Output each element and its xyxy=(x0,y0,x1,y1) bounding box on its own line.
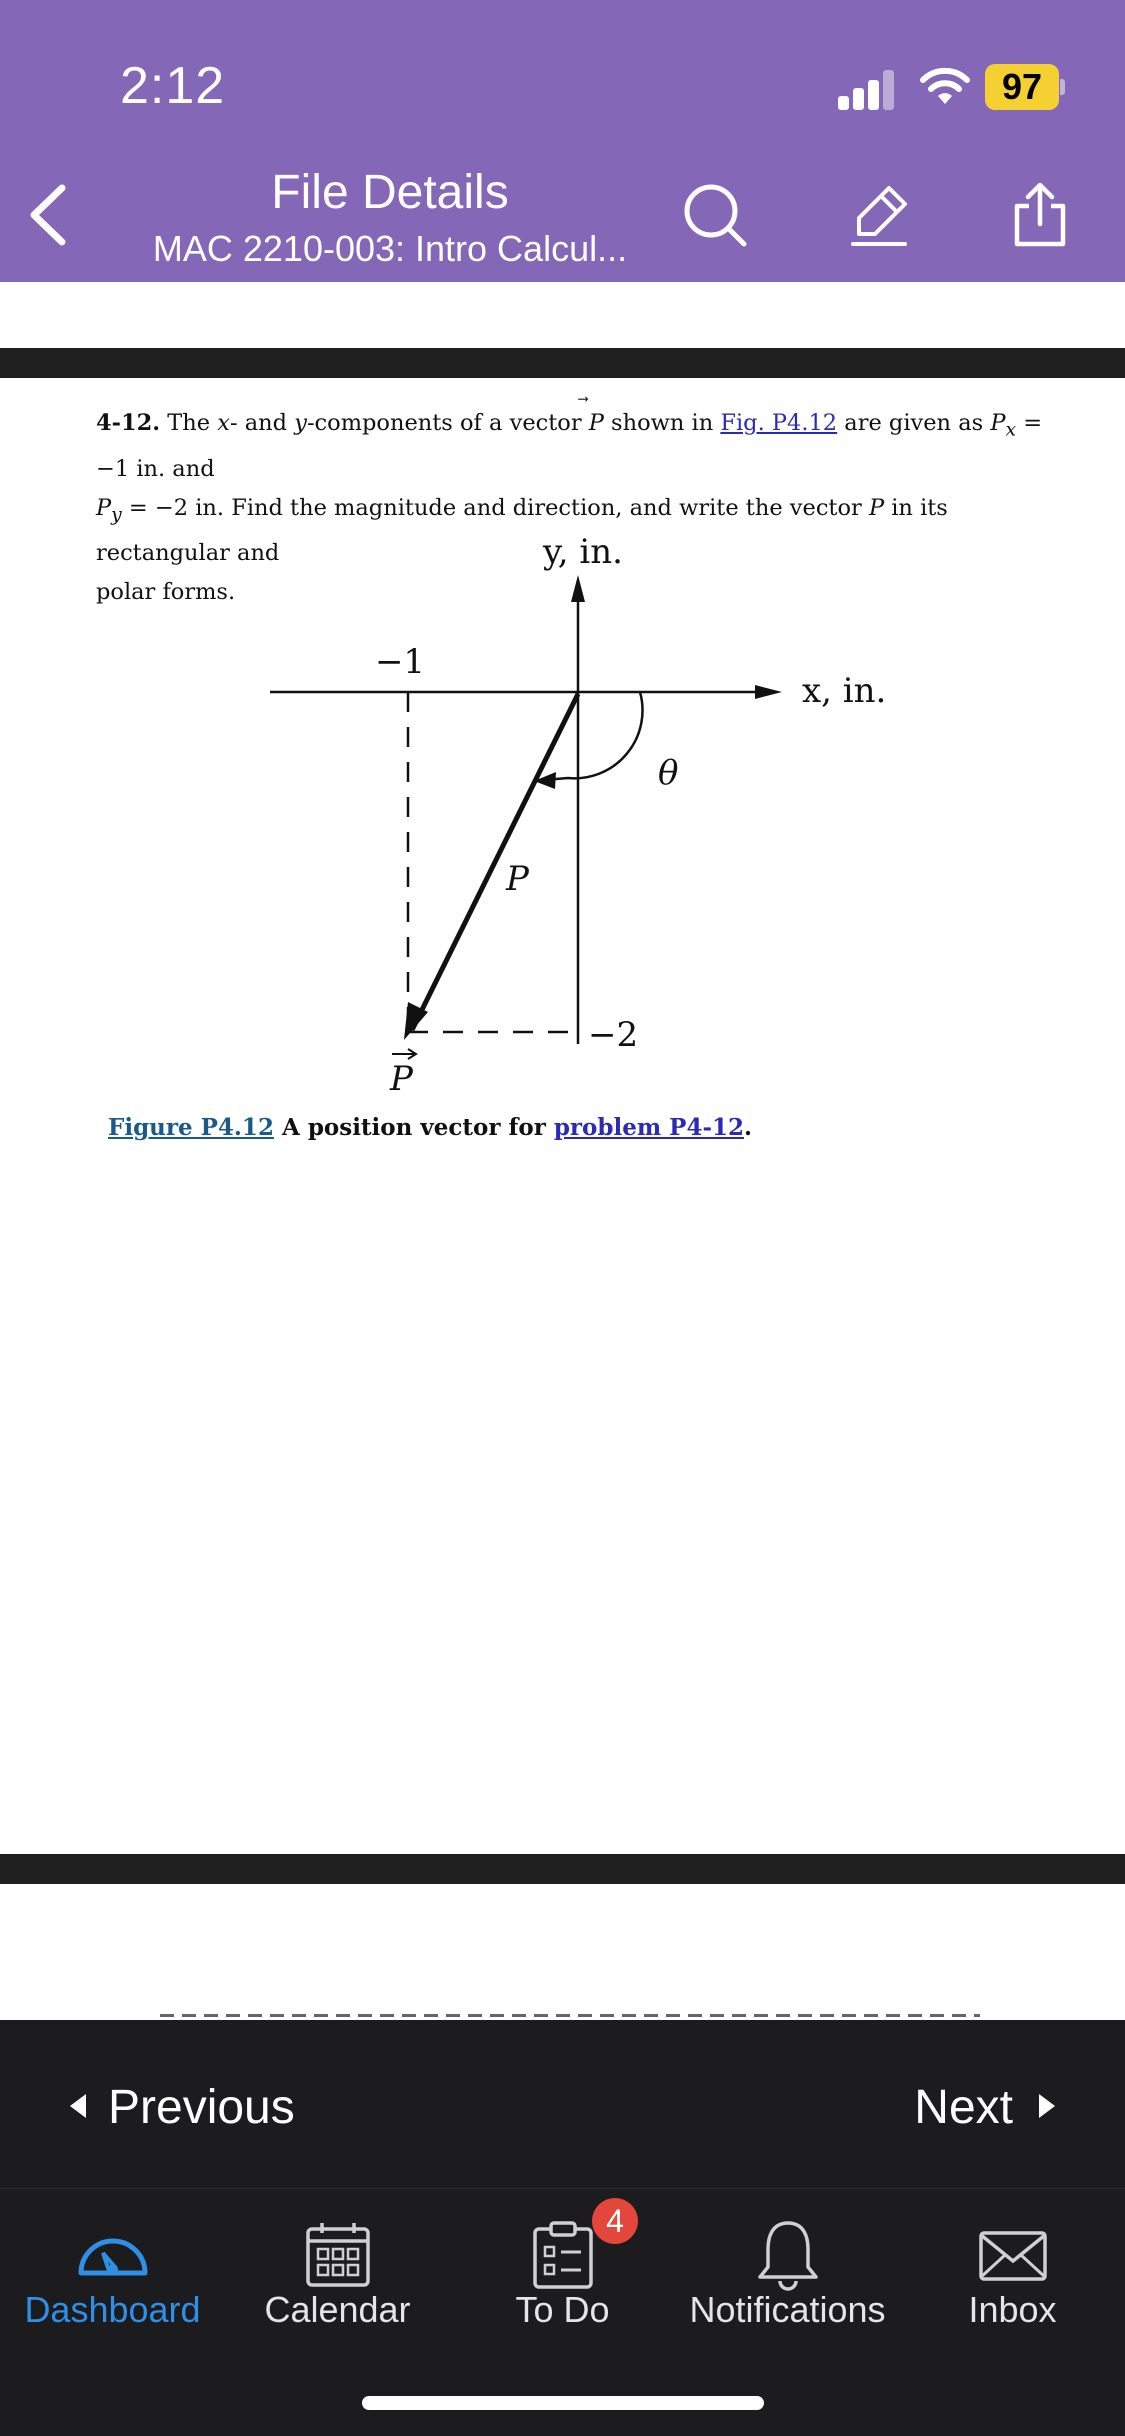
text-segment: y xyxy=(294,410,307,436)
todo-icon xyxy=(523,2215,603,2295)
tab-inbox[interactable] xyxy=(900,2189,1125,2389)
vector-p-label: P xyxy=(506,859,529,899)
next-button[interactable] xyxy=(914,2080,1055,2135)
text-segment: The xyxy=(167,410,211,436)
battery-level: 97 xyxy=(985,64,1059,110)
next-page-text-cutoff xyxy=(160,2010,980,2018)
py-sub: y xyxy=(111,504,122,525)
page-navigation xyxy=(0,2020,1125,2188)
mail-icon xyxy=(973,2215,1053,2295)
py-label: P xyxy=(96,494,112,521)
previous-label: Previous xyxy=(108,2081,295,2134)
search-icon[interactable] xyxy=(680,180,750,250)
tab-label: Notifications xyxy=(689,2289,886,2330)
text-segment: x xyxy=(217,410,230,436)
caption-text: A position vector for xyxy=(281,1114,546,1141)
tick-minus-one: −1 xyxy=(374,642,426,682)
course-subtitle: MAC 2210-003: Intro Calcul... xyxy=(152,228,628,269)
px-sub: x xyxy=(1005,419,1017,441)
caret-left-icon xyxy=(70,2094,86,2118)
next-label: Next xyxy=(914,2081,1013,2134)
px-label: P xyxy=(990,410,1006,436)
y-axis-label: y, in. xyxy=(543,532,623,572)
chevron-left-icon[interactable] xyxy=(20,180,80,250)
home-indicator[interactable] xyxy=(362,2396,764,2410)
highlighter-icon[interactable] xyxy=(845,180,915,250)
page-title: File Details xyxy=(271,166,509,219)
page-separator-bottom xyxy=(0,1854,1125,1884)
fig-link[interactable]: Fig. P4.12 xyxy=(720,410,838,436)
text-segment: -components of a vector xyxy=(306,410,582,436)
battery-tip xyxy=(1060,79,1065,95)
x-axis-arrow xyxy=(755,685,782,699)
tab-notifications[interactable] xyxy=(675,2189,900,2389)
tab-label: Inbox xyxy=(968,2289,1057,2330)
vector-p: P xyxy=(868,494,885,521)
cellular-signal-icon xyxy=(838,68,898,110)
vector-figure xyxy=(0,520,1125,1140)
problem-number: 4-12. xyxy=(96,410,161,436)
tick-minus-two: −2 xyxy=(588,1015,639,1055)
text-segment: shown in xyxy=(611,410,714,436)
battery-indicator xyxy=(985,64,1065,110)
page-separator-top xyxy=(0,348,1125,378)
share-icon[interactable] xyxy=(1005,180,1075,250)
py-value: = −2 in. Find the magnitude and direction, and write the vector xyxy=(128,494,862,521)
caption-end: . xyxy=(744,1114,753,1141)
vector-p: P xyxy=(588,410,604,436)
tab-label: To Do xyxy=(515,2289,610,2330)
todo-badge: 4 xyxy=(592,2198,638,2244)
tab-calendar[interactable] xyxy=(225,2189,450,2389)
dashboard-icon xyxy=(73,2215,153,2295)
tab-label: Dashboard xyxy=(24,2289,201,2330)
previous-button[interactable] xyxy=(70,2080,295,2135)
y-axis-arrow xyxy=(571,575,585,602)
vector-p-tip-label: P xyxy=(390,1059,413,1099)
tab-dashboard[interactable] xyxy=(0,2189,225,2389)
x-axis-label: x, in. xyxy=(802,671,887,711)
caret-right-icon xyxy=(1039,2094,1055,2118)
wifi-icon xyxy=(918,64,972,108)
px-value: = −1 in. and xyxy=(96,410,1043,482)
problem-link[interactable]: problem P4-12 xyxy=(553,1114,745,1141)
vector-arrow xyxy=(412,694,578,1030)
problem-line-1 xyxy=(96,404,1056,489)
bell-icon xyxy=(748,2215,828,2295)
problem-line-3: polar forms. xyxy=(96,579,236,605)
calendar-icon xyxy=(298,2215,378,2295)
theta-label: θ xyxy=(658,753,679,793)
text-segment: are given as xyxy=(844,410,984,436)
vector-p-tip-arrow xyxy=(392,1049,416,1059)
text-segment: in its rectangular and xyxy=(96,494,948,566)
figure-caption xyxy=(108,1114,752,1141)
tab-label: Calendar xyxy=(264,2289,411,2330)
app-header xyxy=(0,0,1125,282)
tab-todo[interactable] xyxy=(450,2189,675,2389)
status-time: 2:12 xyxy=(120,57,226,115)
text-segment: - and xyxy=(229,410,288,436)
figure-link[interactable]: Figure P4.12 xyxy=(108,1114,274,1141)
